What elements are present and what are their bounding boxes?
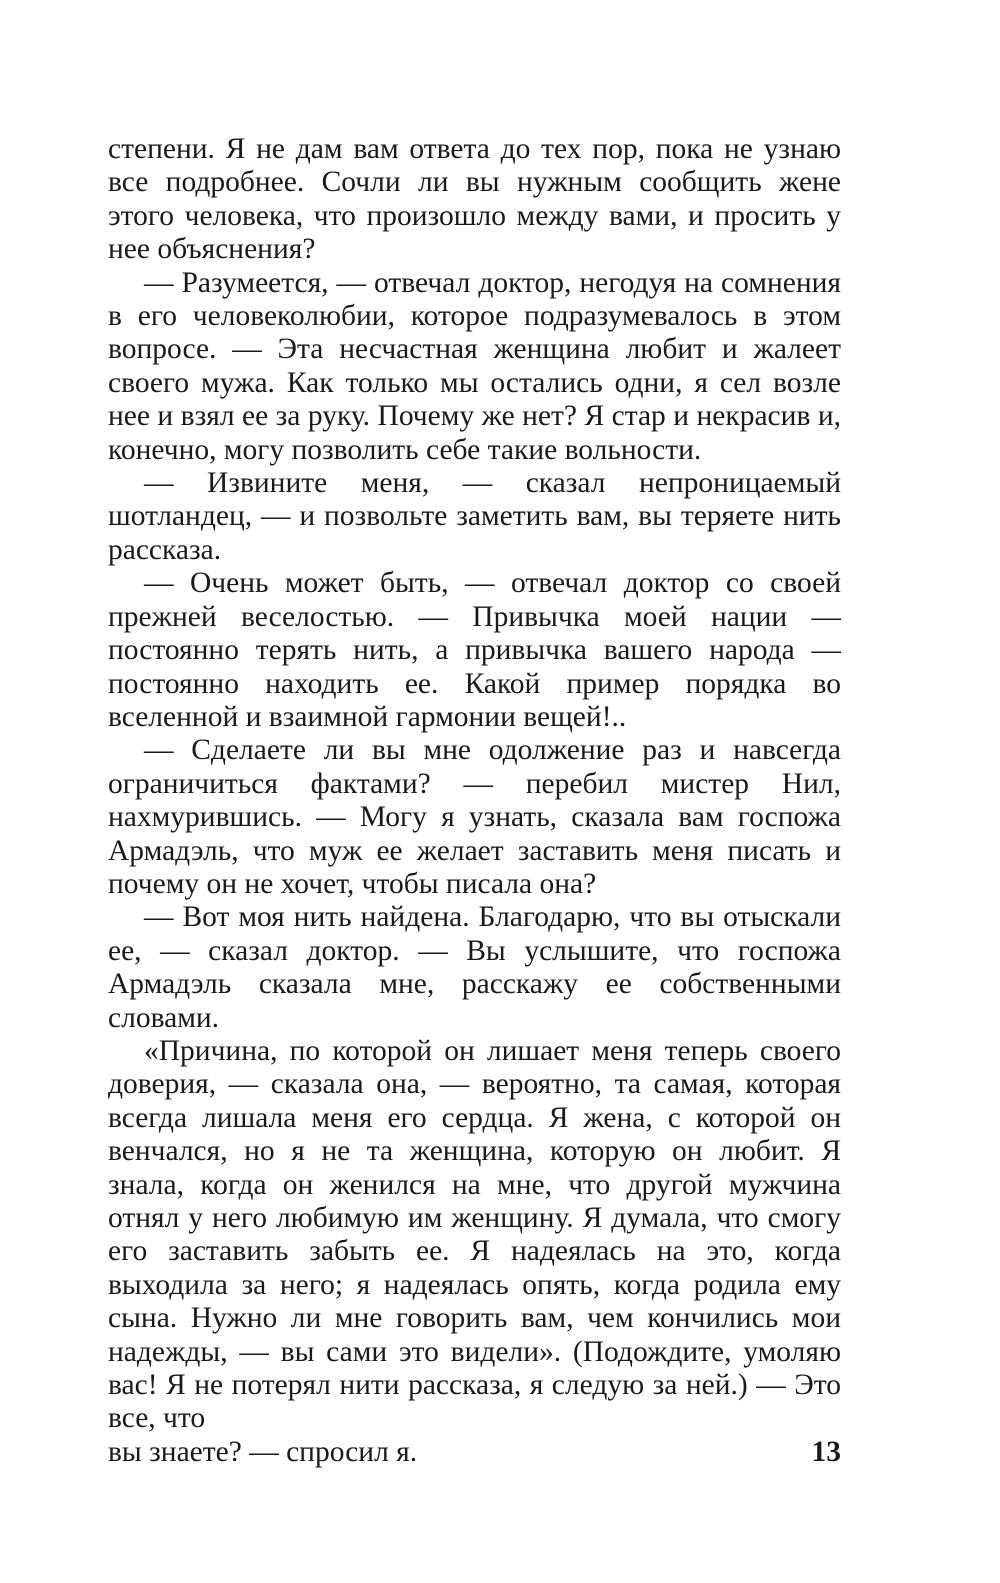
paragraph-4: — Очень может быть, — отвечал доктор со своей прежней веселостью. — Привычка моей нации — постоянно терять нить, а привычка вашего народа — постоянно находить ее. Какой пример порядка во вселенной и взаимной гармонии вещей!..	[108, 567, 841, 733]
body-text	[108, 133, 841, 1469]
paragraph-6: — Вот моя нить найдена. Благодарю, что вы отыскали ее, — сказал доктор. — Вы услышите, что госпожа Армадэль сказала мне, расскажу ее собственными словами.	[108, 901, 841, 1034]
paragraph-2: — Разумеется, — отвечал доктор, негодуя на сомнения в его человеколюбии, которое подразумевалось в этом вопросе. — Эта несчастная женщина любит и жалеет своего мужа. Как только мы остались одни, я сел возле нее и взял ее за руку. Почему же нет? Я стар и некрасив и, конечно, могу позволить себе такие вольности.	[108, 266, 841, 466]
page-number: 13	[811, 1435, 841, 1468]
paragraph-7: «Причина, по которой он лишает меня теперь своего доверия, — сказала она, — вероятно, та самая, которая всегда лишала меня его сердца. Я жена, с которой он венчался, но я не та женщина, которую он любит. Я знала, когда он женился на мне, что другой мужчина отнял у него любимую им женщину. Я думала, что смогу его заставить забыть ее. Я надеялась на это, когда выходила за него; я надеялась опять, когда родила ему сына. Нужно ли мне говорить вам, чем кончились мои надежды, — вы сами это видели». (Подождите, умоляю вас! Я не потерял нити рассказа, я следую за ней.) — Это все, что	[108, 1034, 841, 1435]
paragraph-5: — Сделаете ли вы мне одолжение раз и навсегда ограничиться фактами? — перебил мистер Нил, нахмурившись. — Могу я узнать, сказала вам госпожа Армадэль, что муж ее желает заставить меня писать и почему он не хочет, чтобы писала она?	[108, 734, 841, 900]
last-line-row	[108, 1436, 841, 1469]
last-line-text: вы знаете? — спросил я.	[108, 1435, 418, 1468]
paragraph-1: степени. Я не дам вам ответа до тех пор, пока не узнаю все подробнее. Сочли ли вы нужным сообщить жене этого человека, что произошло между вами, и просить у нее объяснения?	[108, 133, 841, 266]
paragraph-3: — Извините меня, — сказал непроницаемый шотландец, — и позвольте заметить вам, вы теряете нить рассказа.	[108, 467, 841, 566]
